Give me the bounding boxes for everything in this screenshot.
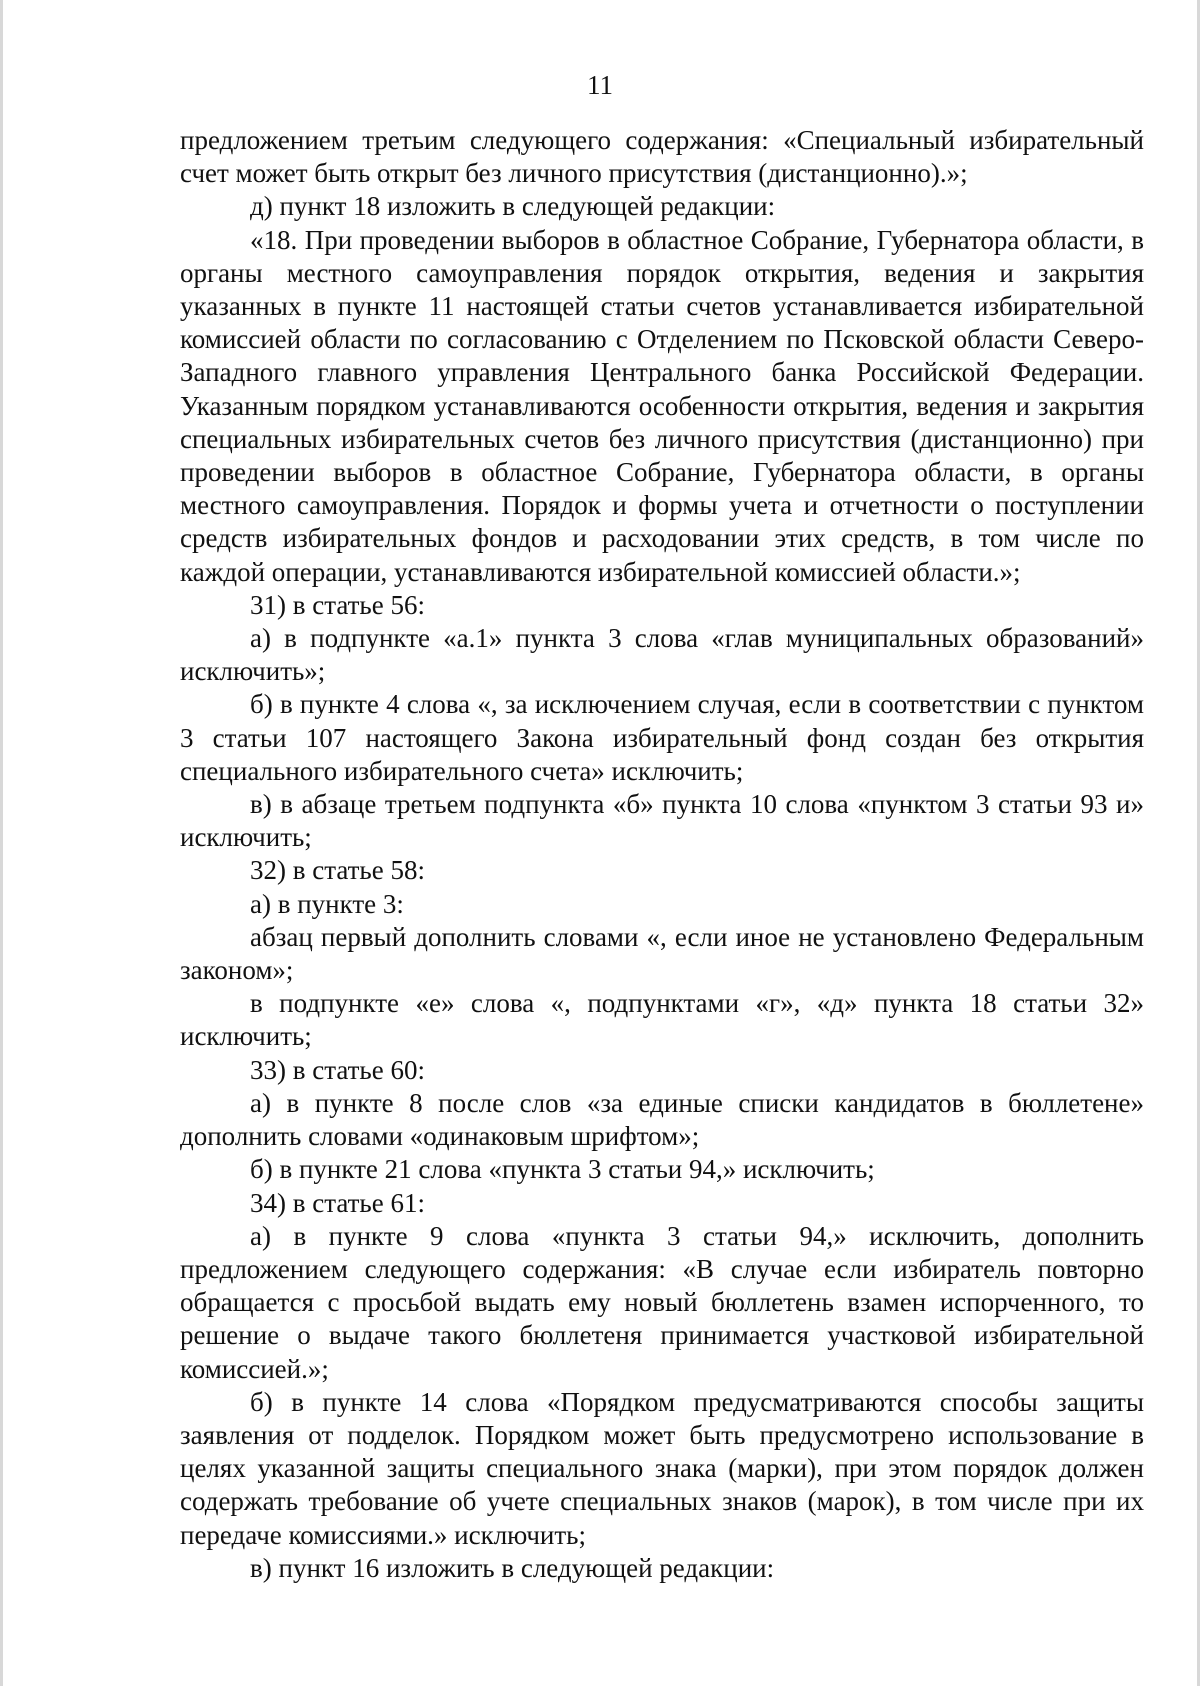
- paragraph-16: а) в пункте 9 слова «пункта 3 статьи 94,» исключить, дополнить предложением следующего содержания: «В случае если избиратель повторно обращается с просьбой выдать ему новый бюллетень взамен испорченного, то решение о выдаче такого бюллетеня принимается участковой избирательной комиссией.»;: [180, 1220, 1144, 1384]
- scan-edge-left: [0, 0, 3, 1686]
- paragraph-15: 34) в статье 61:: [250, 1187, 425, 1218]
- paragraph-1: предложением третьим следующего содержания: «Специальный избирательный счет может быть открыт без личного присутствия (дистанционно).»;: [180, 125, 1144, 189]
- paragraph-5: а) в подпункте «а.1» пункта 3 слова «глав муниципальных образований» исключить»;: [180, 623, 1144, 687]
- paragraph-2: д) пункт 18 изложить в следующей редакции:: [250, 191, 776, 222]
- paragraph-8: 32) в статье 58:: [250, 855, 425, 886]
- document-body: [180, 124, 1144, 1585]
- paragraph-17: б) в пункте 14 слова «Порядком предусматриваются способы защиты заявления от подделок. Порядком может быть предусмотрено использование в целях указанной защиты специального знака (марки), при этом порядок должен содержать требование об учете специальных знаков (марок), в том числе при их передаче комиссиями.» исключить;: [180, 1386, 1144, 1550]
- paragraph-14: б) в пункте 21 слова «пункта 3 статьи 94,» исключить;: [250, 1154, 875, 1185]
- page-number: 11: [587, 70, 613, 100]
- paragraph-4: 31) в статье 56:: [250, 589, 425, 620]
- paragraph-9: а) в пункте 3:: [250, 888, 404, 919]
- paragraph-10: абзац первый дополнить словами «, если иное не установлено Федеральным законом»;: [180, 921, 1144, 986]
- paragraph-11: в подпункте «е» слова «, подпунктами «г», «д» пункта 18 статьи 32» исключить;: [180, 988, 1144, 1052]
- paragraph-7: в) в абзаце третьем подпункта «б» пункта 10 слова «пунктом 3 статьи 93 и» исключить;: [180, 789, 1144, 853]
- paragraph-18: в) пункт 16 изложить в следующей редакции:: [250, 1552, 775, 1583]
- paragraph-13: а) в пункте 8 после слов «за единые списки кандидатов в бюллетене» дополнить словами «одинаковым шрифтом»;: [180, 1087, 1144, 1152]
- paragraph-3: «18. При проведении выборов в областное Собрание, Губернатора области, в органы местного самоуправления порядок открытия, ведения и закрытия указанных в пункте 11 настоящей статьи счетов устанавливается избирательной комиссией области по согласованию с Отделением по Псковской области Северо-Западного главного управления Центрального банка Российской Федерации. Указанным порядком устанавливаются особенности открытия, ведения и закрытия специальных избирательных счетов без личного присутствия (дистанционно) при проведении выборов в областное Собрание, Губернатора области, в органы местного самоуправления. Порядок и формы учета и отчетности о поступлении средств избирательных фондов и расходовании этих средств, в том числе по каждой операции, устанавливаются избирательной комиссией области.»;: [180, 224, 1144, 587]
- paragraph-6: б) в пункте 4 слова «, за исключением случая, если в соответствии с пунктом 3 статьи 107 настоящего Закона избирательный фонд создан без открытия специального избирательного счета» исключить;: [180, 689, 1144, 786]
- paragraph-12: 33) в статье 60:: [250, 1054, 425, 1085]
